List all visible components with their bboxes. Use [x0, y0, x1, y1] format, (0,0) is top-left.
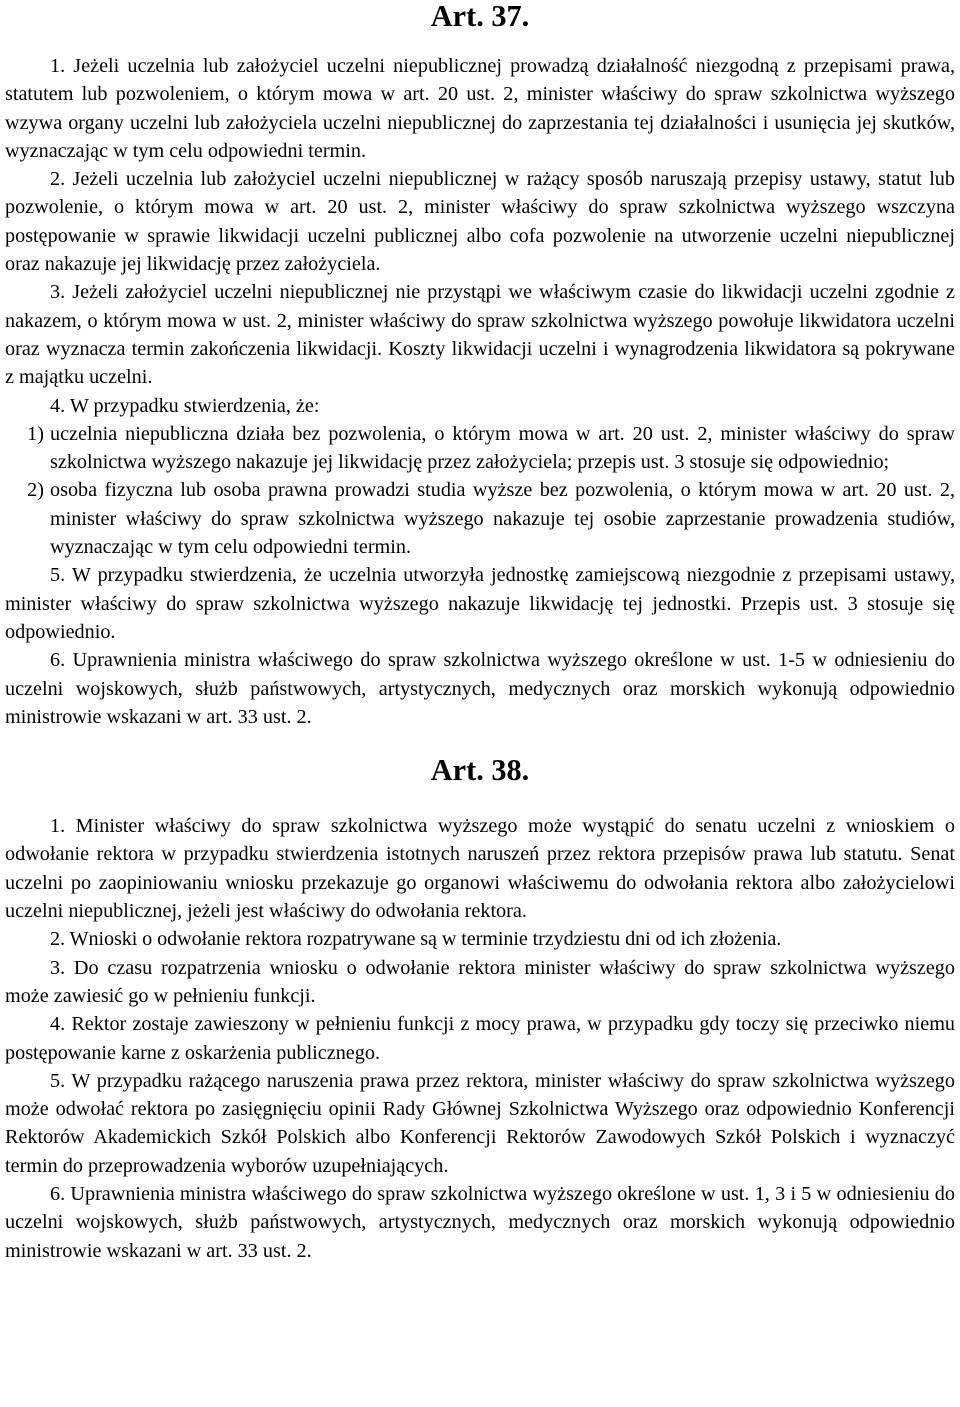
article-37-paragraph-5: 5. W przypadku stwierdzenia, że uczelnia utworzyła jednostkę zamiejscową niezgodnie z przepisami ustawy, minister właściwy do spraw szkolnictwa wyższego nakazuje likwidację tej jednostki. Przepis ust. 3 stosuje się odpowiednio. — [5, 564, 955, 643]
article-38-paragraph-1: 1. Minister właściwy do spraw szkolnictwa wyższego może wystąpić do senatu uczelni z wnioskiem o odwołanie rektora w przypadku stwierdzenia istotnych naruszeń przez rektora przepisów prawa lub statutu. Senat uczelni po zaopiniowaniu wniosku przekazuje go organowi właściwemu do odwołania rektora albo założycielowi uczelni niepublicznej, jeżeli jest właściwy do odwołania rektora. — [5, 815, 955, 923]
article-38 — [5, 755, 955, 1265]
list-item-number: 2) — [27, 479, 44, 502]
article-37-paragraph-1: 1. Jeżeli uczelnia lub założyciel uczelni niepublicznej prowadzą działalność niezgodną z przepisami prawa, statutem lub pozwoleniem, o którym mowa w art. 20 ust. 2, minister właściwy do spraw szkolnictwa wyższego wzywa organy uczelni lub założyciela uczelni niepublicznej do zaprzestania tej działalności i usunięcia jej skutków, wyznaczając w tym celu odpowiedni termin. — [5, 55, 955, 162]
article-37-list-item-1 — [5, 420, 955, 477]
article-37-paragraph-6: 6. Uprawnienia ministra właściwego do spraw szkolnictwa wyższego określone w ust. 1-5 w odniesieniu do uczelni wojskowych, służb państwowych, artystycznych, medycznych oraz morskich wykonują odpowiednio ministrowie wskazani w art. 33 ust. 2. — [5, 649, 955, 728]
article-38-paragraph-4: 4. Rektor zostaje zawieszony w pełnieniu funkcji z mocy prawa, w przypadku gdy toczy się przeciwko niemu postępowanie karne z oskarżenia publicznego. — [5, 1013, 955, 1064]
list-item-text: uczelnia niepubliczna działa bez pozwolenia, o którym mowa w art. 20 ust. 2, minister właściwy do spraw szkolnictwa wyższego nakazuje jej likwidację przez założyciela; przepis ust. 3 stosuje się odpowiednio; — [50, 422, 955, 474]
article-38-paragraph-3: 3. Do czasu rozpatrzenia wniosku o odwołanie rektora minister właściwy do spraw szkolnictwa wyższego może zawiesić go w pełnieniu funkcji. — [5, 956, 955, 1007]
article-38-paragraph-6: 6. Uprawnienia ministra właściwego do spraw szkolnictwa wyższego określone w ust. 1, 3 i 5 w odniesieniu do uczelni wojskowych, służb państwowych, artystycznych, medycznych oraz morskich wykonują odpowiednio ministrowie wskazani w art. 33 ust. 2. — [5, 1182, 955, 1262]
list-item-number: 1) — [27, 422, 44, 445]
article-38-title: Art. 38. — [430, 753, 530, 788]
article-38-paragraph-2: 2. Wnioski o odwołanie rektora rozpatrywane są w terminie trzydziestu dni od ich złożenia. — [50, 928, 782, 951]
article-38-paragraph-5: 5. W przypadku rażącego naruszenia prawa przez rektora, minister właściwy do spraw szkolnictwa wyższego może odwołać rektora po zasięgnięciu opinii Rady Głównej Szkolnictwa Wyższego oraz odpowiednio Konferencji Rektorów Akademickich Szkół Polskich albo Konferencji Rektorów Zawodowych Szkół Polskich i wyznaczyć termin do przeprowadzenia wyborów uzupełniających. — [5, 1069, 955, 1177]
article-37-title: Art. 37. — [430, 0, 530, 33]
article-37 — [5, 1, 955, 731]
article-37-paragraph-3: 3. Jeżeli założyciel uczelni niepublicznej nie przystąpi we właściwym czasie do likwidacji uczelni zgodnie z nakazem, o którym mowa w ust. 2, minister właściwy do spraw szkolnictwa wyższego powołuje likwidatora uczelni oraz wyznacza termin zakończenia likwidacji. Koszty likwidacji uczelni i wynagrodzenia likwidatora są pokrywane z majątku uczelni. — [5, 281, 955, 389]
list-item-text: osoba fizyczna lub osoba prawna prowadzi studia wyższe bez pozwolenia, o którym mowa w art. 20 ust. 2, minister właściwy do spraw szkolnictwa wyższego nakazuje tej osobie zaprzestanie prowadzenia studiów, wyznaczając w tym celu odpowiedni termin. — [50, 479, 955, 559]
article-37-list-item-2 — [5, 476, 955, 561]
document-page — [5, 0, 955, 1265]
article-37-paragraph-2: 2. Jeżeli uczelnia lub założyciel uczelni niepublicznej w rażący sposób naruszają przepisy ustawy, statut lub pozwolenie, o którym mowa w art. 20 ust. 2, minister właściwy do spraw szkolnictwa wyższego wszczyna postępowanie w sprawie likwidacji uczelni publicznej albo cofa pozwolenie na utworzenie uczelni niepublicznej oraz nakazuje jej likwidację przez założyciela. — [5, 168, 955, 276]
article-37-paragraph-4: 4. W przypadku stwierdzenia, że: — [50, 394, 320, 417]
